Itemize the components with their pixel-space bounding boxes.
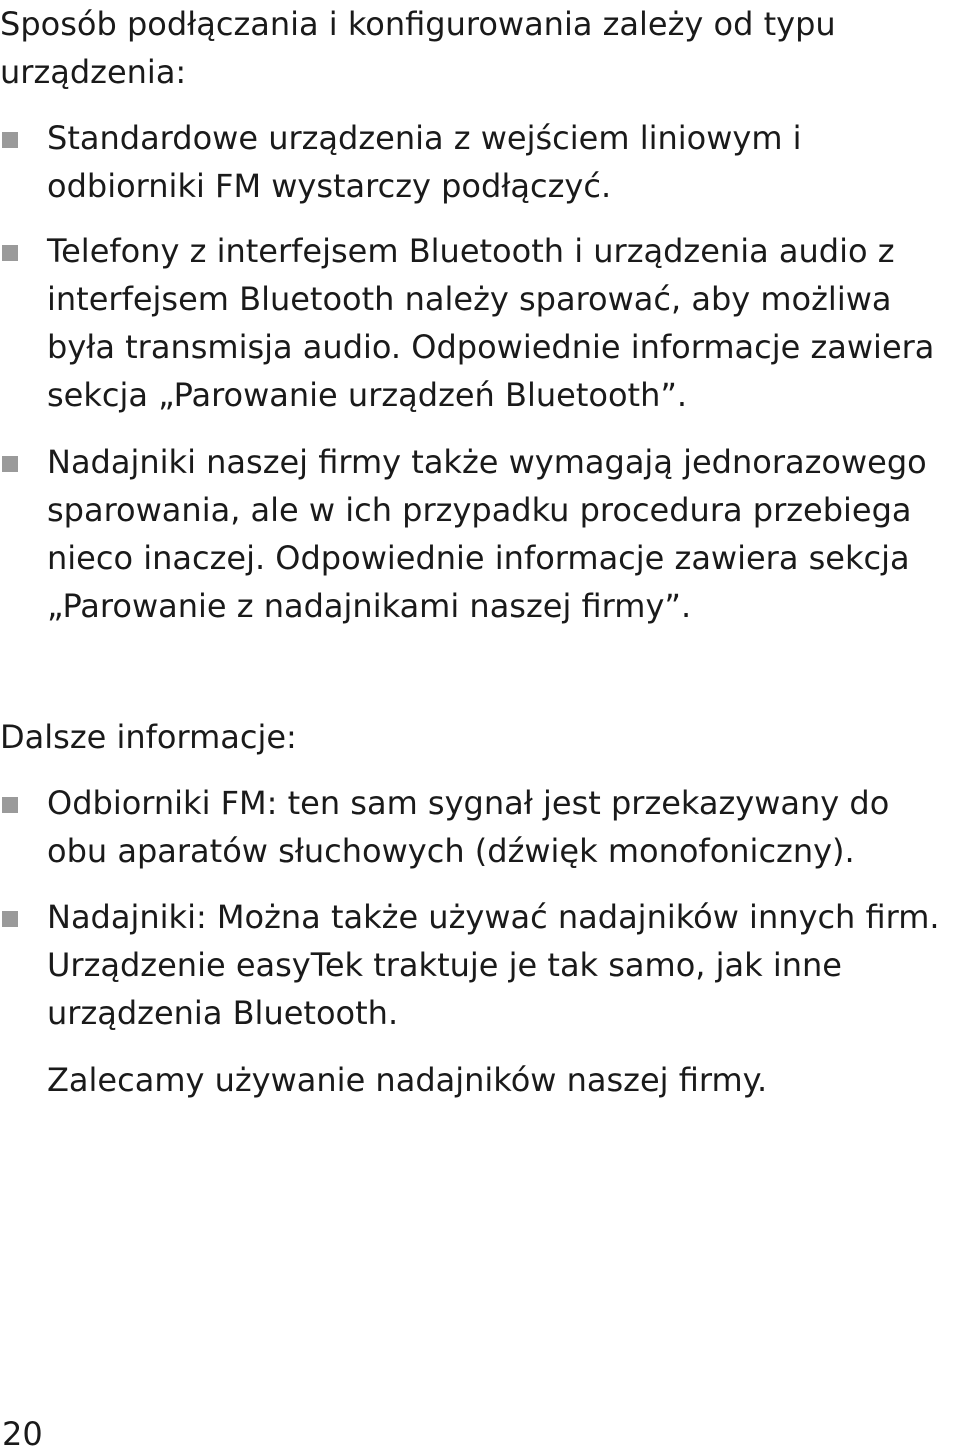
bullet-text: Nadajniki: Można także używać nadajników innych firm. Urządzenie easyTek traktuje je tak samo, jak inne urządzenia Bluetooth. bbox=[47, 898, 940, 1032]
bullet-text: Standardowe urządzenia z wejściem liniowym i odbiorniki FM wystarczy podłączyć. bbox=[47, 119, 802, 205]
page-number: 20 bbox=[2, 1415, 43, 1453]
section2-intro: Dalsze informacje: bbox=[0, 718, 297, 756]
bullet-text: Telefony z interfejsem Bluetooth i urządzenia audio z interfejsem Bluetooth należy sparować, aby możliwa była transmisja audio. Odpowiednie informacje zawiera sekcja „Parowanie urządzeń Bluetooth”. bbox=[47, 232, 935, 414]
bullet-square-icon bbox=[2, 245, 18, 261]
bullet-square-icon bbox=[2, 456, 18, 472]
bullet-text: Odbiorniki FM: ten sam sygnał jest przekazywany do obu aparatów słuchowych (dźwięk monofoniczny). bbox=[47, 784, 890, 870]
bullet-square-icon bbox=[2, 911, 18, 927]
section1-intro: Sposób podłączania i konfigurowania zależy od typu urządzenia: bbox=[0, 5, 836, 91]
recommendation-note: Zalecamy używanie nadajników naszej firmy. bbox=[47, 1061, 768, 1099]
bullet-text: Nadajniki naszej firmy także wymagają jednorazowego sparowania, ale w ich przypadku procedura przebiega nieco inaczej. Odpowiednie informacje zawiera sekcja „Parowanie z nadajnikami naszej firmy”. bbox=[47, 443, 927, 625]
bullet-square-icon bbox=[2, 797, 18, 813]
bullet-square-icon bbox=[2, 132, 18, 148]
